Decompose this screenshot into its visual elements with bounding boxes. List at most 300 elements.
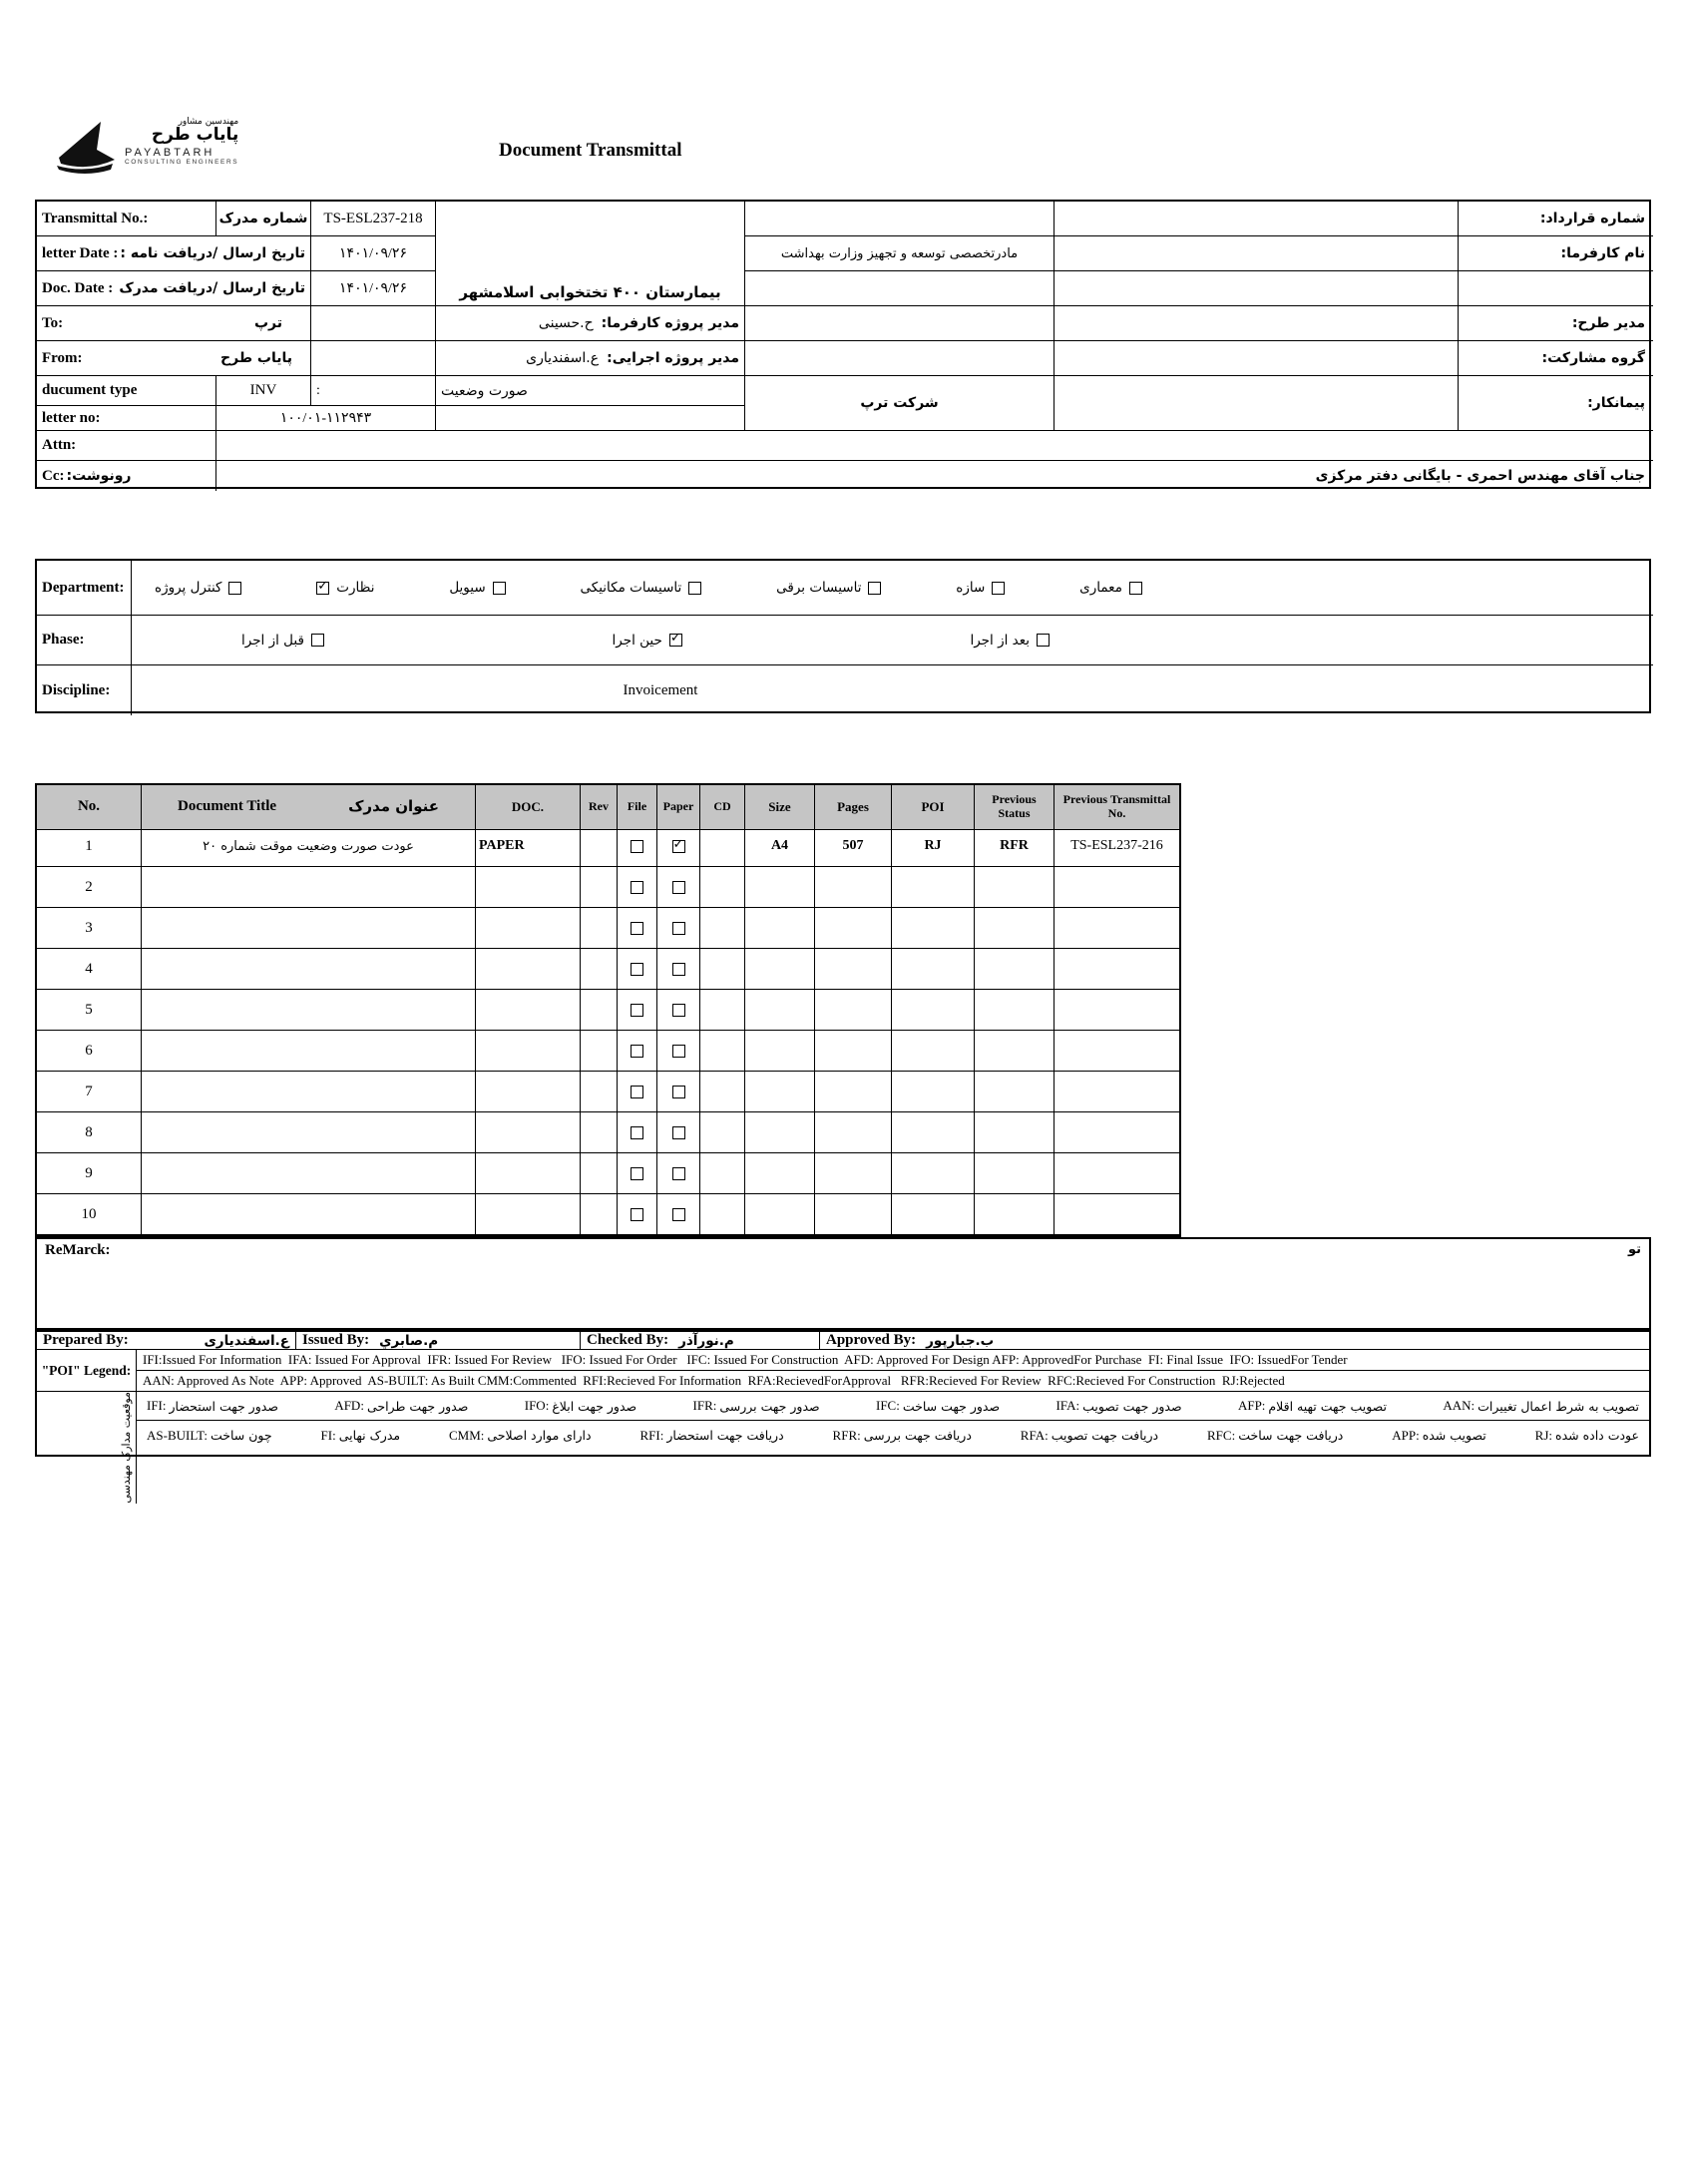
legend-code: APP: bbox=[1392, 1427, 1420, 1443]
contractor-value: شرکت ترپ bbox=[745, 376, 1055, 431]
header-title-en: Document Title bbox=[178, 798, 277, 815]
row-doc bbox=[476, 867, 581, 908]
fa-legend-row-2 bbox=[137, 1421, 1649, 1450]
empty-cell bbox=[1055, 271, 1459, 306]
document-type-fa: صورت وضعیت bbox=[436, 376, 745, 406]
row-paper bbox=[657, 1194, 700, 1235]
row-doc bbox=[476, 990, 581, 1031]
row-size bbox=[745, 1031, 815, 1072]
row-title bbox=[142, 1112, 476, 1153]
row-previous-status bbox=[975, 1194, 1055, 1235]
discipline-row bbox=[132, 665, 1653, 715]
row-no: 9 bbox=[37, 1153, 142, 1194]
legend-code: RJ: bbox=[1534, 1427, 1553, 1443]
row-size bbox=[745, 1194, 815, 1235]
empty-cell bbox=[1055, 236, 1459, 271]
header-rev: Rev bbox=[581, 785, 618, 830]
row-cd bbox=[700, 826, 745, 867]
file-checkbox-row-6[interactable] bbox=[631, 1045, 643, 1058]
exec-pm-row bbox=[436, 341, 745, 376]
document-table bbox=[35, 783, 1181, 1237]
design-manager-label: مدیر طرح: bbox=[1459, 306, 1653, 341]
from-value: پایاب طرح bbox=[220, 350, 292, 366]
signature-label: Issued By: bbox=[302, 1332, 370, 1348]
row-no: 7 bbox=[37, 1072, 142, 1112]
paper-checkbox-row-10[interactable] bbox=[672, 1208, 685, 1221]
file-checkbox-row-5[interactable] bbox=[631, 1004, 643, 1017]
document-type-value: INV bbox=[216, 376, 311, 406]
transmittal-info-table bbox=[35, 200, 1651, 489]
paper-checkbox-row-1[interactable] bbox=[672, 840, 685, 853]
row-doc bbox=[476, 908, 581, 949]
cc-fa-label: رونوشت: bbox=[66, 468, 132, 484]
department-item-5-label: تاسیسات برقی bbox=[776, 580, 862, 596]
legend-text: تصویب جهت تهیه اقلام bbox=[1268, 1398, 1387, 1414]
signature-cell-3 bbox=[581, 1332, 820, 1349]
row-file bbox=[618, 1194, 657, 1235]
row-size bbox=[745, 990, 815, 1031]
signature-label: Prepared By: bbox=[43, 1332, 129, 1348]
legend-fa2-item-5 bbox=[833, 1428, 972, 1444]
row-no: 5 bbox=[37, 990, 142, 1031]
project-name: بیمارستان ۴۰۰ تختخوابی اسلامشهر bbox=[436, 202, 745, 306]
phase-item-2-checkbox[interactable] bbox=[669, 634, 682, 647]
legend-fa1-item-2 bbox=[334, 1398, 468, 1414]
row-file bbox=[618, 1112, 657, 1153]
row-file bbox=[618, 867, 657, 908]
letter-no-value: ۱۰۰/۰۱-۱۱۲۹۴۳ bbox=[216, 406, 436, 431]
legend-code: RFI: bbox=[639, 1427, 664, 1443]
row-pages bbox=[815, 1194, 892, 1235]
row-previous-transmittal bbox=[1055, 1072, 1179, 1112]
fa-legend-side bbox=[37, 1392, 137, 1504]
file-checkbox-row-4[interactable] bbox=[631, 963, 643, 976]
remark-note: تو bbox=[1627, 1242, 1641, 1257]
empty-cell bbox=[745, 306, 1055, 341]
poi-legend-line-2: AAN: Approved As Note APP: Approved AS-BUILT: As Built CMM:Commented RFI:Recieved For Information RFA:RecievedForApproval RFR:Recieved For Review RFC:Recieved For Construction RJ:Rejected bbox=[143, 1372, 1285, 1388]
row-previous-status bbox=[975, 949, 1055, 990]
header-poi: POI bbox=[892, 785, 975, 830]
row-poi bbox=[892, 1194, 975, 1235]
row-title bbox=[142, 867, 476, 908]
to-label: To: bbox=[42, 314, 64, 331]
remark-box bbox=[35, 1237, 1651, 1330]
paper-checkbox-row-7[interactable] bbox=[672, 1086, 685, 1098]
row-poi bbox=[892, 1112, 975, 1153]
row-poi bbox=[892, 1153, 975, 1194]
file-checkbox-row-9[interactable] bbox=[631, 1167, 643, 1180]
phase-item-2 bbox=[613, 633, 682, 649]
row-no: 2 bbox=[37, 867, 142, 908]
file-checkbox-row-8[interactable] bbox=[631, 1126, 643, 1139]
logo-fa-tagline: مهندسین مشاور bbox=[178, 117, 239, 127]
row-doc bbox=[476, 1031, 581, 1072]
empty-cell bbox=[1055, 341, 1459, 376]
paper-checkbox-row-5[interactable] bbox=[672, 1004, 685, 1017]
row-cd bbox=[700, 1072, 745, 1112]
from-row bbox=[37, 341, 311, 376]
legend-code: FI: bbox=[320, 1427, 336, 1443]
legend-code: CMM: bbox=[448, 1427, 485, 1443]
department-item-4 bbox=[581, 580, 702, 596]
row-rev bbox=[581, 1194, 618, 1235]
row-size bbox=[745, 1072, 815, 1112]
legend-text: تصویب شده bbox=[1422, 1428, 1486, 1443]
empty-cell bbox=[1459, 271, 1653, 306]
row-title bbox=[142, 1153, 476, 1194]
exec-pm-label: مدیر پروژه اجرایی: bbox=[607, 350, 739, 366]
row-cd bbox=[700, 908, 745, 949]
header-no: No. bbox=[37, 785, 142, 830]
partnership-group-label: گروه مشارکت: bbox=[1459, 341, 1653, 376]
row-title bbox=[142, 1072, 476, 1112]
page-title: Document Transmittal bbox=[499, 140, 682, 161]
engineering-docs-status-label: موقعیت مدارک مهندسی bbox=[120, 1392, 133, 1504]
row-title bbox=[142, 1031, 476, 1072]
legend-fa1-item-5 bbox=[876, 1398, 1000, 1414]
empty-cell bbox=[311, 341, 436, 376]
row-doc: PAPER bbox=[476, 826, 581, 867]
row-poi: RJ bbox=[892, 826, 975, 867]
signature-value: م.صابري bbox=[379, 1332, 439, 1349]
department-item-1-checkbox[interactable] bbox=[228, 582, 241, 595]
row-poi bbox=[892, 908, 975, 949]
letter-date-row-label bbox=[37, 236, 311, 271]
poi-legend-line-1: IFI:Issued For Information IFA: Issued For Approval IFR: Issued For Review IFO: Issued For Order IFC: Issued For Construction AFD: Approved For Design AFP: ApprovedFor Purchase FI: Final Issue IFO: IssuedFor Tender bbox=[137, 1350, 1649, 1371]
legend-text: صدور جهت بررسی bbox=[719, 1398, 820, 1414]
row-rev bbox=[581, 1072, 618, 1112]
row-doc bbox=[476, 1072, 581, 1112]
row-previous-status bbox=[975, 1112, 1055, 1153]
legend-code: AFD: bbox=[334, 1398, 364, 1413]
client-pm-row bbox=[436, 306, 745, 341]
row-cd bbox=[700, 867, 745, 908]
classification-table bbox=[35, 559, 1651, 713]
row-file bbox=[618, 826, 657, 867]
logo-en-subtitle: CONSULTING ENGINEERS bbox=[125, 158, 239, 166]
fa-legend-block bbox=[37, 1392, 1649, 1504]
paper-checkbox-row-4[interactable] bbox=[672, 963, 685, 976]
header-title bbox=[142, 785, 476, 830]
row-doc bbox=[476, 949, 581, 990]
legend-code: AAN: bbox=[1443, 1398, 1476, 1413]
row-paper bbox=[657, 867, 700, 908]
file-checkbox-row-1[interactable] bbox=[631, 840, 643, 853]
transmittal-no-fa-label: شماره مدرک bbox=[216, 202, 311, 236]
legend-code: RFR: bbox=[832, 1427, 861, 1443]
client-name-value: مادرتخصصی توسعه و تجهیز وزارت بهداشت bbox=[745, 236, 1055, 271]
header-pages: Pages bbox=[815, 785, 892, 830]
row-rev bbox=[581, 990, 618, 1031]
row-previous-transmittal bbox=[1055, 908, 1179, 949]
signature-cell-1 bbox=[37, 1332, 296, 1349]
logo-mark-icon bbox=[55, 118, 117, 176]
row-rev bbox=[581, 1153, 618, 1194]
signature-value: ع.اسفندیاری bbox=[204, 1332, 289, 1349]
department-item-6-checkbox[interactable] bbox=[992, 582, 1005, 595]
legend-fa2-item-8 bbox=[1392, 1428, 1486, 1444]
legend-code: IFI: bbox=[147, 1398, 167, 1413]
row-file bbox=[618, 1072, 657, 1112]
row-pages bbox=[815, 1072, 892, 1112]
file-checkbox-row-10[interactable] bbox=[631, 1208, 643, 1221]
paper-checkbox-row-6[interactable] bbox=[672, 1045, 685, 1058]
row-cd bbox=[700, 949, 745, 990]
department-item-1 bbox=[155, 580, 241, 596]
row-no: 3 bbox=[37, 908, 142, 949]
department-item-3-label: سیویل bbox=[449, 580, 486, 596]
row-title bbox=[142, 1194, 476, 1235]
row-previous-transmittal bbox=[1055, 990, 1179, 1031]
row-no: 10 bbox=[37, 1194, 142, 1235]
row-previous-status bbox=[975, 990, 1055, 1031]
row-no: 6 bbox=[37, 1031, 142, 1072]
legend-text: دریافت جهت بررسی bbox=[863, 1428, 972, 1443]
legend-fa2-item-3 bbox=[449, 1428, 592, 1444]
transmittal-no-value: TS-ESL237-218 bbox=[311, 202, 436, 236]
letter-date-label-en: letter Date : bbox=[42, 244, 119, 261]
row-pages bbox=[815, 990, 892, 1031]
poi-legend-label: "POI" Legend: bbox=[41, 1362, 132, 1378]
row-cd bbox=[700, 1194, 745, 1235]
doc-date-value: ۱۴۰۱/۰۹/۲۶ bbox=[311, 271, 436, 306]
empty-cell bbox=[745, 341, 1055, 376]
phase-row bbox=[132, 616, 1653, 665]
transmittal-no-label: Transmittal No.: bbox=[37, 202, 216, 236]
row-previous-status bbox=[975, 867, 1055, 908]
row-title bbox=[142, 908, 476, 949]
row-previous-transmittal bbox=[1055, 1112, 1179, 1153]
row-size bbox=[745, 1112, 815, 1153]
department-item-7 bbox=[1079, 580, 1142, 596]
legend-fa2-item-2 bbox=[321, 1428, 401, 1444]
row-previous-status bbox=[975, 1031, 1055, 1072]
row-file bbox=[618, 1153, 657, 1194]
remark-label: ReMarck: bbox=[45, 1242, 111, 1258]
attn-label: Attn: bbox=[37, 431, 216, 461]
row-cd bbox=[700, 1153, 745, 1194]
row-title bbox=[142, 990, 476, 1031]
row-previous-transmittal: TS-ESL237-216 bbox=[1055, 826, 1179, 867]
empty-cell bbox=[745, 271, 1055, 306]
cc-label: Cc: bbox=[42, 467, 65, 484]
row-previous-transmittal bbox=[1055, 1194, 1179, 1235]
department-item-7-label: معماری bbox=[1079, 580, 1122, 596]
paper-checkbox-row-3[interactable] bbox=[672, 922, 685, 935]
row-title bbox=[142, 949, 476, 990]
row-pages bbox=[815, 908, 892, 949]
legend-text: دریافت جهت تصویب bbox=[1051, 1428, 1159, 1443]
legend-text: دارای موارد اصلاحی bbox=[487, 1428, 592, 1443]
row-previous-status bbox=[975, 1072, 1055, 1112]
row-file bbox=[618, 908, 657, 949]
file-checkbox-row-3[interactable] bbox=[631, 922, 643, 935]
department-item-6-label: سازه bbox=[956, 580, 986, 596]
row-no: 1 bbox=[37, 826, 142, 867]
header-size: Size bbox=[745, 785, 815, 830]
logo-en-name: PAYABTARH bbox=[125, 147, 215, 160]
phase-item-3 bbox=[970, 633, 1050, 649]
department-label: Department: bbox=[37, 561, 132, 616]
legend-fa2-item-7 bbox=[1207, 1428, 1343, 1444]
department-item-3-checkbox[interactable] bbox=[493, 582, 506, 595]
paper-checkbox-row-9[interactable] bbox=[672, 1167, 685, 1180]
row-rev bbox=[581, 1112, 618, 1153]
letter-date-value: ۱۴۰۱/۰۹/۲۶ bbox=[311, 236, 436, 271]
poi-legend-side bbox=[37, 1350, 137, 1391]
row-pages bbox=[815, 1153, 892, 1194]
row-doc bbox=[476, 1112, 581, 1153]
header-title-fa: عنوان مدرک bbox=[348, 797, 439, 816]
row-rev bbox=[581, 908, 618, 949]
row-poi bbox=[892, 990, 975, 1031]
legend-fa2-item-1 bbox=[147, 1428, 272, 1444]
legend-code: IFO: bbox=[524, 1398, 550, 1413]
signatures-row bbox=[37, 1332, 1649, 1350]
legend-code: IFC: bbox=[876, 1398, 900, 1413]
file-checkbox-row-2[interactable] bbox=[631, 881, 643, 894]
legend-text: دریافت جهت ساخت bbox=[1238, 1428, 1344, 1443]
signature-cell-2 bbox=[296, 1332, 581, 1349]
empty-cell bbox=[745, 202, 1055, 236]
department-item-1-label: کنترل پروژه bbox=[155, 580, 222, 596]
legend-code: IFR: bbox=[692, 1398, 717, 1413]
document-type-separator: : bbox=[311, 376, 436, 406]
legend-text: صدور جهت طراحی bbox=[366, 1398, 469, 1414]
logo-fa-name: پایاب طرح bbox=[151, 125, 239, 146]
signature-label: Checked By: bbox=[587, 1332, 669, 1348]
discipline-label: Discipline: bbox=[37, 665, 132, 715]
contractor-label: پیمانکار: bbox=[1459, 376, 1653, 431]
legend-fa1-item-4 bbox=[693, 1398, 820, 1414]
row-paper bbox=[657, 1072, 700, 1112]
legend-text: تصویب به شرط اعمال تغییرات bbox=[1477, 1398, 1639, 1414]
row-previous-status: RFR bbox=[975, 826, 1055, 867]
row-paper bbox=[657, 1031, 700, 1072]
signature-label: Approved By: bbox=[826, 1332, 917, 1348]
letter-date-label-fa: تاریخ ارسال /دریافت نامه : bbox=[120, 245, 305, 261]
row-pages bbox=[815, 1031, 892, 1072]
file-checkbox-row-7[interactable] bbox=[631, 1086, 643, 1098]
row-paper bbox=[657, 990, 700, 1031]
fa-legend-row-1 bbox=[137, 1392, 1649, 1421]
contract-no-label: شماره قرارداد: bbox=[1459, 202, 1653, 236]
empty-cell bbox=[436, 406, 745, 431]
header-previous-transmittal: Previous Transmittal No. bbox=[1055, 785, 1179, 830]
legend-fa1-item-8 bbox=[1443, 1398, 1639, 1414]
row-size bbox=[745, 1153, 815, 1194]
exec-pm-value: ع.اسفندیاری bbox=[526, 350, 600, 366]
legend-fa2-item-6 bbox=[1021, 1428, 1158, 1444]
to-value: ترپ bbox=[253, 315, 282, 331]
row-cd bbox=[700, 1031, 745, 1072]
row-rev bbox=[581, 949, 618, 990]
row-rev bbox=[581, 1031, 618, 1072]
legend-fa2-item-9 bbox=[1535, 1428, 1639, 1444]
row-cd bbox=[700, 990, 745, 1031]
row-paper bbox=[657, 949, 700, 990]
legend-text: صدور جهت تصویب bbox=[1082, 1398, 1182, 1414]
from-label: From: bbox=[42, 349, 83, 366]
row-rev bbox=[581, 867, 618, 908]
row-title: عودت صورت وضعیت موقت شماره ۲۰ bbox=[142, 826, 476, 867]
legend-code: RFC: bbox=[1207, 1427, 1236, 1443]
department-item-2-label: نظارت bbox=[336, 580, 375, 596]
row-size bbox=[745, 867, 815, 908]
department-item-5 bbox=[776, 580, 881, 596]
row-previous-status bbox=[975, 1153, 1055, 1194]
legend-fa1-item-7 bbox=[1238, 1398, 1387, 1414]
signature-value: ب.جبارپور bbox=[926, 1332, 995, 1349]
row-previous-status bbox=[975, 908, 1055, 949]
department-item-6 bbox=[956, 580, 1005, 596]
legend-text: صدور جهت ابلاغ bbox=[552, 1398, 637, 1414]
department-item-5-checkbox[interactable] bbox=[868, 582, 881, 595]
row-file bbox=[618, 949, 657, 990]
row-file bbox=[618, 1031, 657, 1072]
doc-date-label-fa: تاریخ ارسال /دریافت مدرک bbox=[119, 280, 305, 296]
attn-value bbox=[216, 431, 1653, 461]
legend-text: صدور جهت استحضار bbox=[169, 1398, 278, 1414]
department-item-3 bbox=[449, 580, 505, 596]
phase-item-3-label: بعد از اجرا bbox=[970, 632, 1030, 649]
phase-item-1-checkbox[interactable] bbox=[311, 634, 324, 647]
footer-box bbox=[35, 1330, 1651, 1504]
company-logo bbox=[55, 118, 238, 176]
row-doc bbox=[476, 1194, 581, 1235]
row-size: A4 bbox=[745, 826, 815, 867]
paper-checkbox-row-2[interactable] bbox=[672, 881, 685, 894]
department-item-4-checkbox[interactable] bbox=[688, 582, 701, 595]
phase-item-2-label: حین اجرا bbox=[612, 632, 662, 649]
row-poi bbox=[892, 1072, 975, 1112]
paper-checkbox-row-8[interactable] bbox=[672, 1126, 685, 1139]
department-item-2-checkbox[interactable] bbox=[316, 582, 329, 595]
department-item-7-checkbox[interactable] bbox=[1129, 582, 1142, 595]
signature-value: م.نورآذر bbox=[678, 1332, 734, 1349]
row-file bbox=[618, 990, 657, 1031]
client-pm-value: ح.حسینی bbox=[538, 315, 594, 331]
header-cd: CD bbox=[700, 785, 745, 830]
empty-cell bbox=[1055, 202, 1459, 236]
empty-cell bbox=[311, 306, 436, 341]
document-type-label: ducument type bbox=[37, 376, 216, 406]
row-poi bbox=[892, 867, 975, 908]
header-doc: DOC. bbox=[476, 785, 581, 830]
signature-cell-4 bbox=[820, 1332, 1649, 1349]
empty-cell bbox=[1055, 376, 1459, 431]
client-pm-label: مدیر پروژه کارفرما: bbox=[601, 315, 739, 331]
to-row bbox=[37, 306, 311, 341]
row-pages bbox=[815, 1112, 892, 1153]
cc-value: جناب آقای مهندس احمری - بایگانی دفتر مرکزی bbox=[1315, 468, 1645, 484]
legend-fa1-item-1 bbox=[147, 1398, 278, 1414]
legend-text: چون ساخت bbox=[211, 1428, 272, 1443]
header-paper: Paper bbox=[657, 785, 700, 830]
cc-row-label bbox=[37, 461, 216, 491]
row-previous-transmittal bbox=[1055, 867, 1179, 908]
row-previous-transmittal bbox=[1055, 949, 1179, 990]
legend-code: IFA: bbox=[1055, 1398, 1080, 1413]
phase-label: Phase: bbox=[37, 616, 132, 665]
legend-text: دریافت جهت استحضار bbox=[666, 1428, 784, 1443]
discipline-value: Invoicement bbox=[623, 681, 698, 698]
row-paper bbox=[657, 1112, 700, 1153]
legend-fa1-item-6 bbox=[1055, 1398, 1181, 1414]
row-cd bbox=[700, 1112, 745, 1153]
phase-item-3-checkbox[interactable] bbox=[1037, 634, 1050, 647]
legend-fa1-item-3 bbox=[525, 1398, 636, 1414]
